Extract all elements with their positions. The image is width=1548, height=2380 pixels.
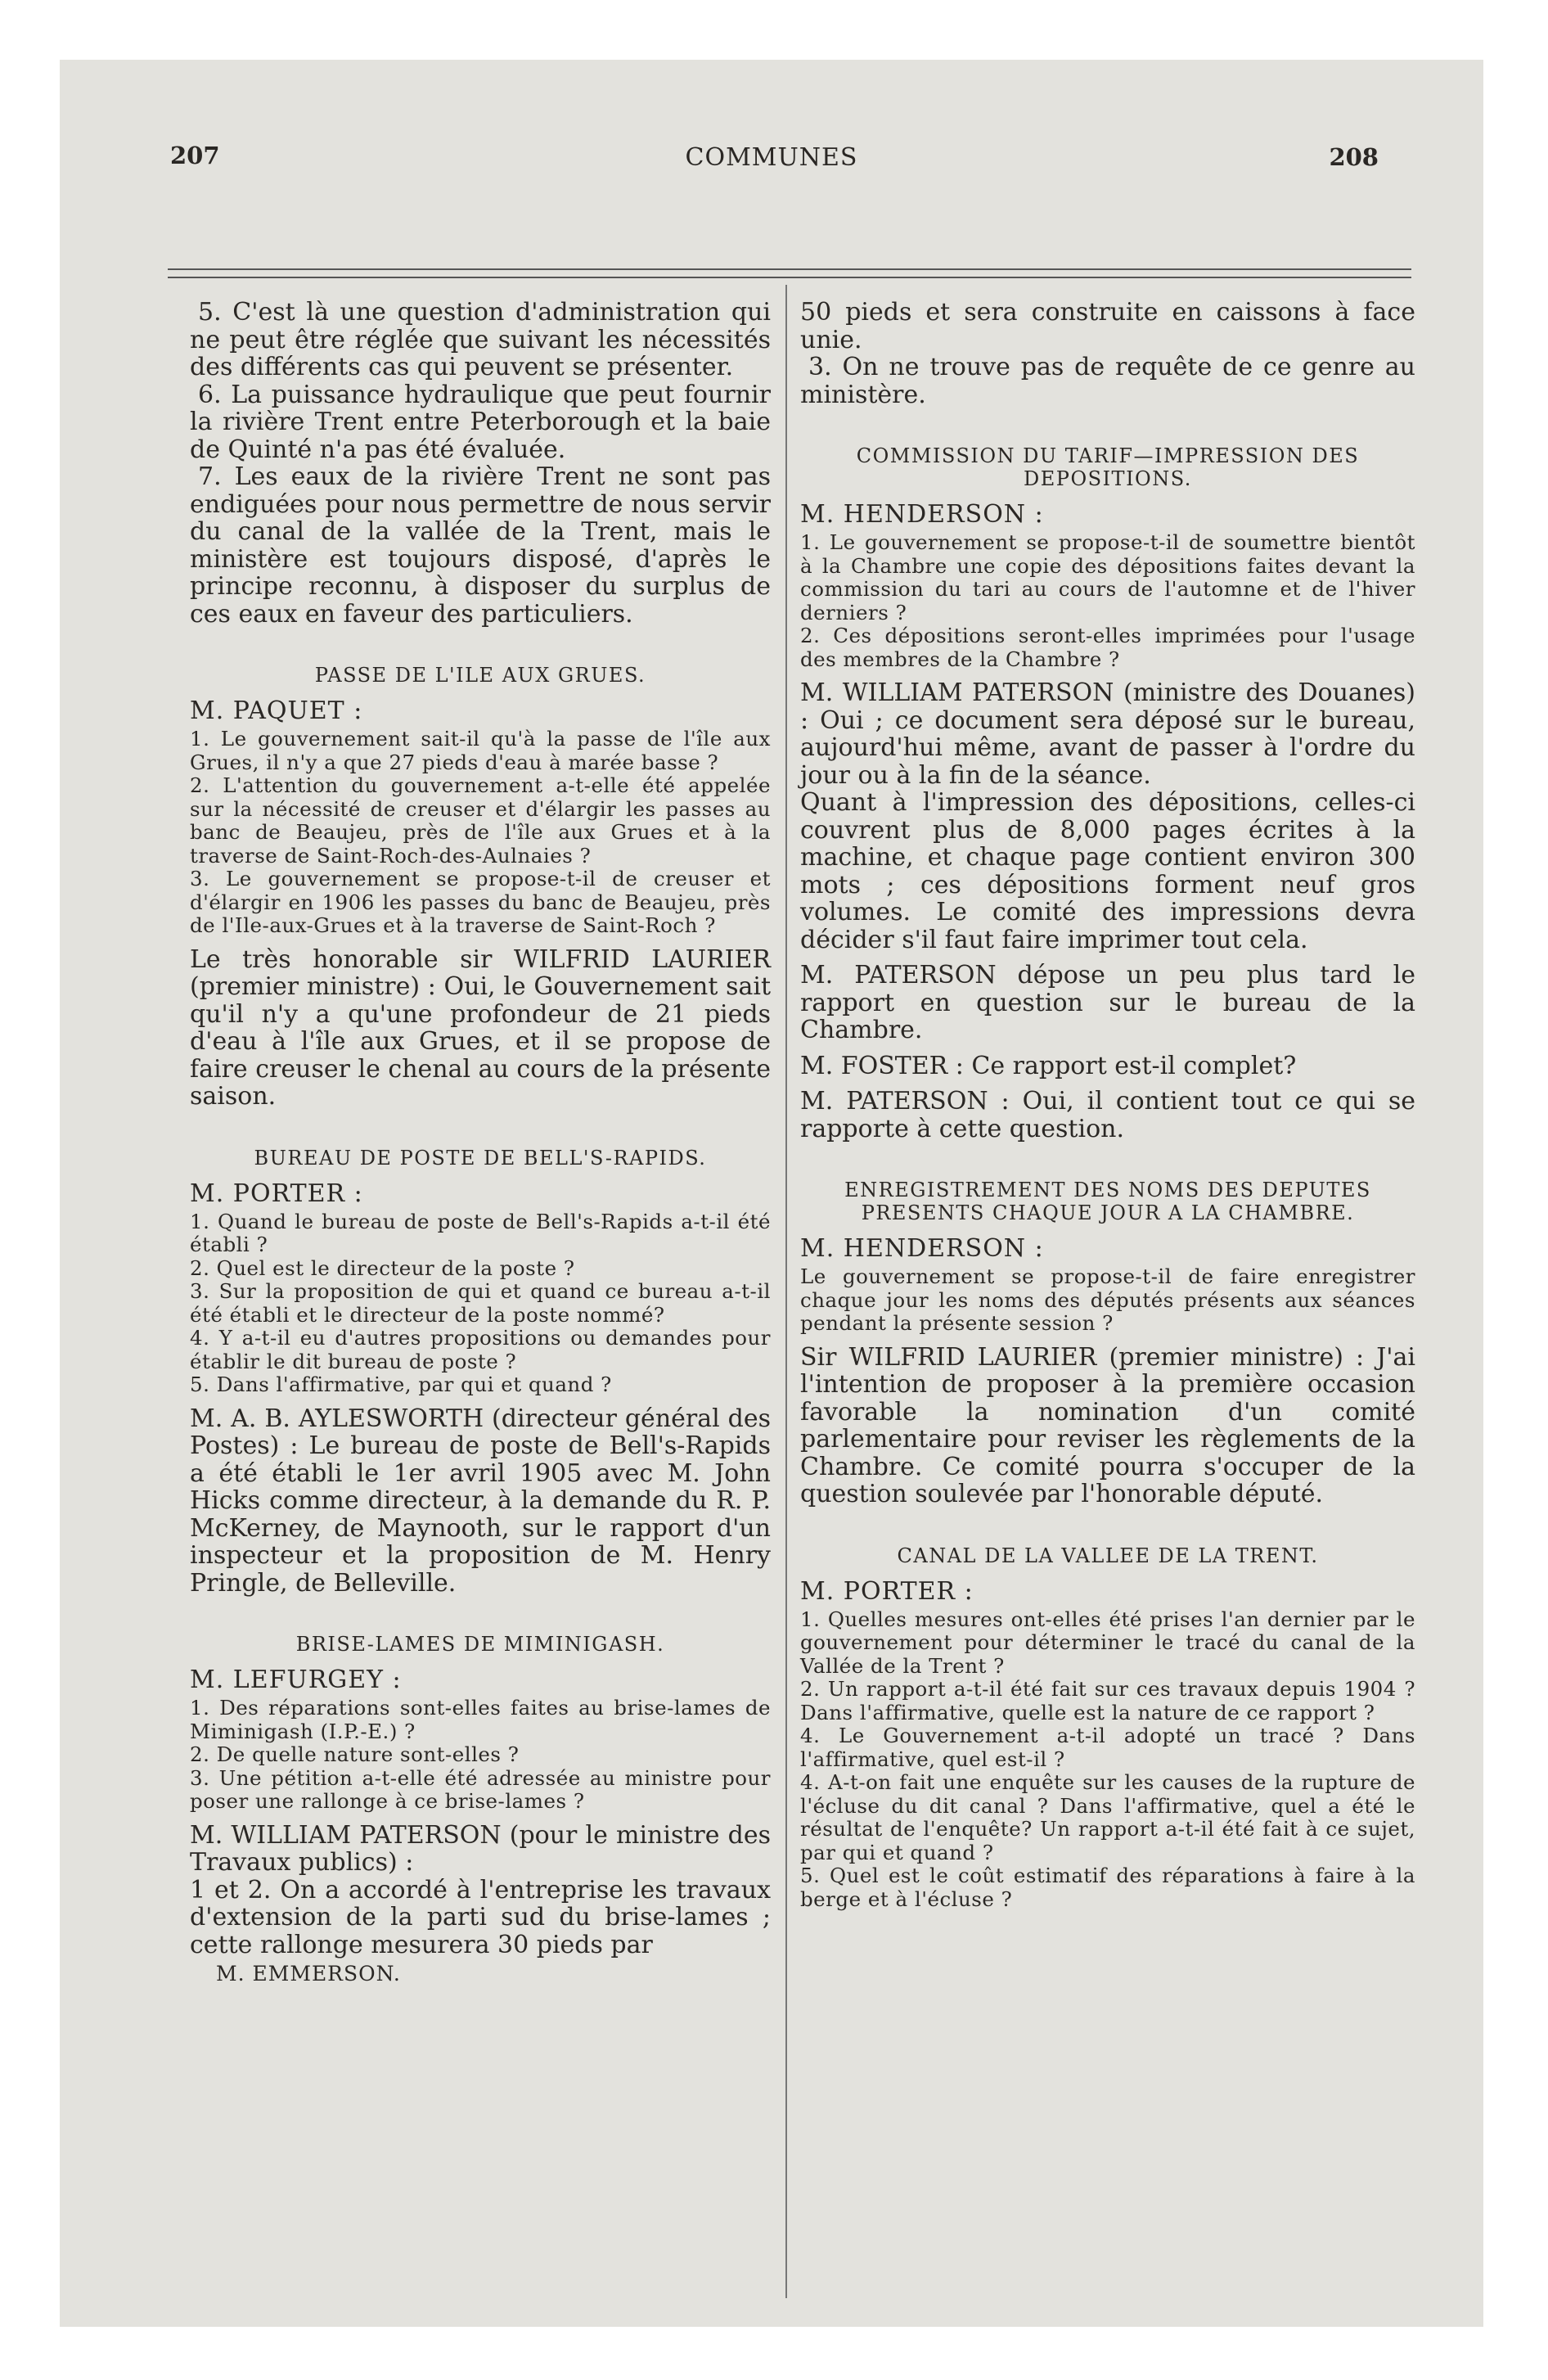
section-heading: PASSE DE L'ILE AUX GRUES. bbox=[314, 664, 646, 687]
header-rule bbox=[168, 268, 1411, 270]
section-heading: BUREAU DE POSTE DE BELL'S-RAPIDS. bbox=[254, 1146, 707, 1170]
paragraph: 3. On ne trouve pas de requête de ce genre au ministère. bbox=[800, 353, 1415, 409]
question: 1. Des réparations sont-elles faites au brise-lames de Miminigash (I.P.-E.) ? bbox=[190, 1696, 771, 1743]
answer: M. FOSTER : Ce rapport est-il complet? bbox=[800, 1051, 1297, 1080]
right-column bbox=[800, 299, 1415, 1911]
section-heading: BRISE-LAMES DE MIMINIGASH. bbox=[295, 1633, 665, 1656]
answer: M. PATERSON dépose un peu plus tard le rapport en question sur le bureau de la Chambre. bbox=[800, 961, 1415, 1044]
page-number-right: 208 bbox=[1329, 143, 1379, 171]
answer-speaker: M. WILLIAM PATERSON (pour le ministre des Travaux publics) : bbox=[190, 1820, 771, 1877]
speaker-name: M. PORTER : bbox=[800, 1576, 974, 1606]
question: 5. Dans l'affirmative, par qui et quand ? bbox=[190, 1373, 612, 1396]
speaker-name: M. HENDERSON : bbox=[800, 500, 1044, 529]
scanned-page bbox=[60, 60, 1483, 2327]
question: 5. Quel est le coût estimatif des réparations à faire à la berge et à l'écluse ? bbox=[800, 1864, 1415, 1911]
header-rule bbox=[168, 277, 1411, 278]
question: 3. Le gouvernement se propose-t-il de creuser et d'élargir en 1906 les passes du banc de Beaujeu, près de l'Ile-aux-Grues et à la traverse de Saint-Roch ? bbox=[190, 867, 771, 937]
question: 4. Y a-t-il eu d'autres propositions ou demandes pour établir le dit bureau de poste ? bbox=[190, 1326, 771, 1373]
answer: Le très honorable sir WILFRID LAURIER (premier ministre) : Oui, le Gouvernement sait qu'il n'y a qu'une profondeur de 21 pieds d'eau à l'île aux Grues, et il se propose de faire creuser le chenal au cours de la présente saison. bbox=[190, 944, 771, 1111]
running-title: COMMUNES bbox=[685, 143, 858, 172]
question: 1. Quelles mesures ont-elles été prises l'an dernier par le gouvernement pour déterminer le tracé du canal de la Vallée de la Trent ? bbox=[800, 1607, 1415, 1678]
answer: M. PATERSON : Oui, il contient tout ce qui se rapporte à cette question. bbox=[800, 1087, 1415, 1143]
speaker-name: M. HENDERSON : bbox=[800, 1234, 1044, 1263]
answer: M. WILLIAM PATERSON (ministre des Douanes) : Oui ; ce document sera déposé sur le bureau, aujourd'hui même, avant de passer à l'ordre du jour ou à la fin de la séance. bbox=[800, 678, 1415, 790]
question: 2. L'attention du gouvernement a-t-elle été appelée sur la nécessité de creuser et d'élargir les passes au banc de Beaujeu, près de l'île aux Grues et à la traverse de Saint-Roch-des-Aulnaies ? bbox=[190, 773, 771, 868]
answer: 1 et 2. On a accordé à l'entreprise les travaux d'extension de la parti sud du brise-lames ; cette rallonge mesurera 30 pieds par bbox=[190, 1875, 771, 1959]
question: 2. Quel est le directeur de la poste ? bbox=[190, 1255, 575, 1280]
section-heading: COMMISSION DU TARIF—IMPRESSION DES DEPOSITIONS. bbox=[856, 444, 1360, 490]
column-divider bbox=[785, 285, 787, 2298]
question: 1. Le gouvernement sait-il qu'à la passe de l'île aux Grues, il n'y a que 27 pieds d'eau à marée basse ? bbox=[190, 727, 771, 774]
section-heading: CANAL DE LA VALLEE DE LA TRENT. bbox=[897, 1544, 1319, 1567]
paragraph: 6. La puissance hydraulique que peut fournir la rivière Trent entre Peterborough et la baie de Quinté n'a pas été évaluée. bbox=[190, 380, 771, 464]
question: 2. Un rapport a-t-il été fait sur ces travaux depuis 1904 ? Dans l'affirmative, quelle est la nature de ce rapport ? bbox=[800, 1677, 1415, 1724]
page-number-left: 207 bbox=[170, 142, 220, 169]
question: 1. Le gouvernement se propose-t-il de soumettre bientôt à la Chambre une copie des dépositions faites devant la commission du tari au cours de l'automne et de l'hiver derniers ? bbox=[800, 530, 1415, 624]
question: 3. Une pétition a-t-elle été adressée au ministre pour poser une rallonge à ce brise-lames ? bbox=[190, 1765, 771, 1813]
paragraph: 7. Les eaux de la rivière Trent ne sont pas endiguées pour nous permettre de nous servir du canal de la vallée de la Trent, mais le ministère est toujours disposé, d'après le principe reconnu, à disposer du surplus de ces eaux en faveur des particuliers. bbox=[190, 462, 771, 629]
speaker-name: M. LEFURGEY : bbox=[190, 1666, 402, 1694]
speaker-name: M. PORTER : bbox=[190, 1179, 363, 1208]
answer: M. A. B. AYLESWORTH (directeur général des Postes) : Le bureau de poste de Bell's-Rapids a été établi le 1er avril 1905 avec M. John Hicks comme directeur, à la demande du R. P. McKerney, de Maynooth, sur le rapport d'un inspecteur et la proposition de M. Henry Pringle, de Belleville. bbox=[190, 1404, 771, 1598]
question: Le gouvernement se propose-t-il de faire enregistrer chaque jour les noms des députés présents aux séances pendant la présente session ? bbox=[800, 1264, 1415, 1335]
answer: Sir WILFRID LAURIER (premier ministre) : J'ai l'intention de proposer à la première occasion favorable la nomination d'un comité parlementaire pour reviser les règlements de la Chambre. Ce comité pourra s'occuper de la question soulevée par l'honorable député. bbox=[800, 1342, 1415, 1508]
paragraph: 5. C'est là une question d'administration qui ne peut être réglée que suivant les nécessités des différents cas qui peuvent se présenter. bbox=[190, 298, 771, 381]
question: 2. Ces dépositions seront-elles imprimées pour l'usage des membres de la Chambre ? bbox=[800, 624, 1415, 671]
question: 4. Le Gouvernement a-t-il adopté un tracé ? Dans l'affirmative, quel est-il ? bbox=[800, 1724, 1415, 1771]
speaker-name: M. PAQUET : bbox=[190, 696, 363, 725]
left-column bbox=[190, 299, 771, 1986]
closing-signature: M. EMMERSON. bbox=[216, 1962, 401, 1986]
paragraph: 50 pieds et sera construite en caissons à face unie. bbox=[800, 298, 1415, 354]
question: 2. De quelle nature sont-elles ? bbox=[190, 1742, 520, 1766]
question: 3. Sur la proposition de qui et quand ce bureau a-t-il été établi et le directeur de la poste nommé? bbox=[190, 1279, 771, 1327]
question: 1. Quand le bureau de poste de Bell's-Rapids a-t-il été établi ? bbox=[190, 1209, 771, 1256]
section-heading: ENREGISTREMENT DES NOMS DES DEPUTES PRESENTS CHAQUE JOUR A LA CHAMBRE. bbox=[844, 1179, 1371, 1224]
question: 4. A-t-on fait une enquête sur les causes de la rupture de l'écluse du dit canal ? Dans l'affirmative, quel a été le résultat de l'enquête? Un rapport a-t-il été fait à ce sujet, par qui et quand ? bbox=[800, 1770, 1415, 1864]
answer: Quant à l'impression des dépositions, celles-ci couvrent plus de 8,000 pages écrites à la machine, et chaque page contient environ 300 mots ; ces dépositions forment neuf gros volumes. Le comité des impressions devra décider s'il faut faire imprimer tout cela. bbox=[800, 788, 1415, 954]
page-header bbox=[60, 142, 1483, 191]
